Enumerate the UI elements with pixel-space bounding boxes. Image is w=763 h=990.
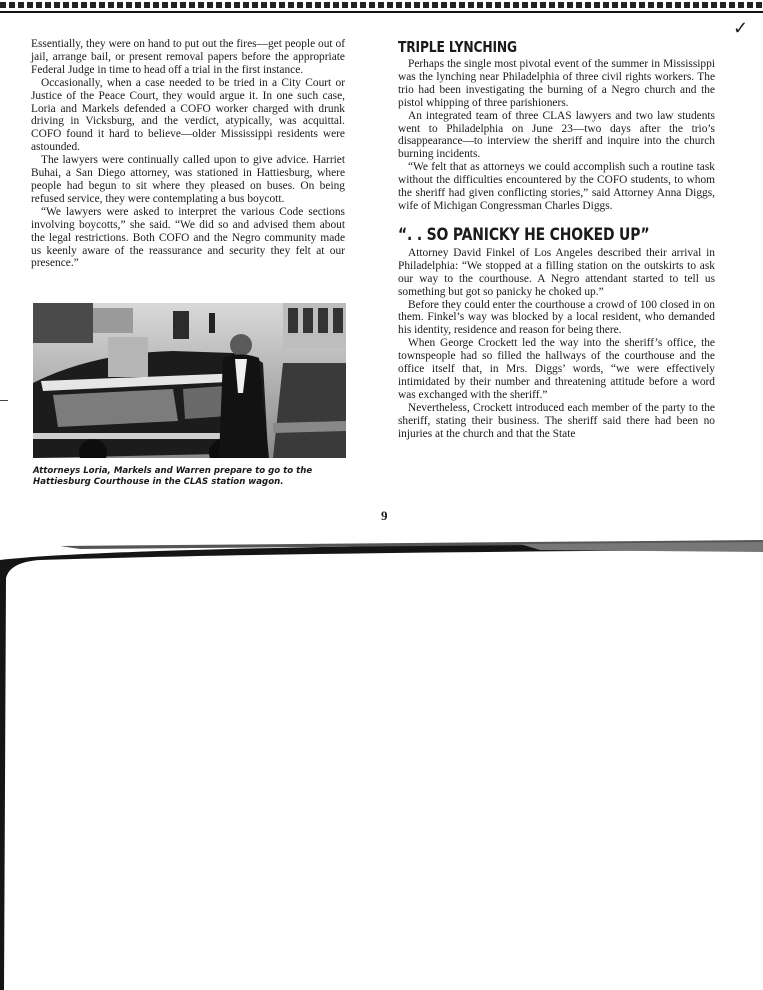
headline-panicky: “. . SO PANICKY HE CHOKED UP” [398, 224, 650, 245]
right-paragraph: An integrated team of three CLAS lawyers and two law students went to Philadelphia on June 23—two days after the trio’s disappearance—to interview the sheriff and inquire into the church burning incidents. [398, 109, 715, 161]
right-paragraph: When George Crockett led the way into the sheriff’s office, the townspeople had so filled the hallways of the courthouse and the office itself that, in Mrs. Diggs’ words, “we were effectively intimidated by their number and threatening attitude before a word was exchanged with the sheriff.” [398, 337, 715, 401]
left-column [31, 38, 345, 270]
left-paragraph: The lawyers were continually called upon to give advice. Harriet Buhai, a San Diego attorney, was stationed in Hattiesburg, where people had begun to sit where they pleased on buses. On being refused service, they were contemplating a bus boycott. [31, 154, 345, 205]
photo-caption: Attorneys Loria, Markels and Warren prepare to go to the Hattiesburg Courthouse in the CLAS station wagon. [33, 466, 313, 487]
margin-mark [0, 400, 8, 401]
scan-bottom-edge [0, 538, 763, 990]
right-paragraph: Perhaps the single most pivotal event of the summer in Mississippi was the lynching near Philadelphia of three civil rights workers. The trio had been investigating the burning of a Negro church and the pistol whipping of three parishioners. [398, 58, 715, 109]
station-wagon-photo [33, 303, 346, 458]
check-mark-annotation: ✓ [733, 18, 749, 38]
right-paragraph: Nevertheless, Crockett introduced each member of the party to the sheriff, stating their business. The sheriff said there had been no injuries at the church and that the State [398, 401, 715, 440]
headline-triple-lynching: TRIPLE LYNCHING [398, 38, 517, 56]
left-paragraph: “We lawyers were asked to interpret the various Code sections involving boycotts,” she said. “We did so and advised them about the legal restrictions. Both COFO and the Negro community made us keenly aware of the reassurance and security they felt at our presence.” [31, 205, 345, 270]
right-paragraph: “We felt that as attorneys we could accomplish such a routine task without the difficulties encountered by the COFO students, to whom the sheriff had given conflicting stories,” said Attorney Anna Diggs, wife of Michigan Congressman Charles Diggs. [398, 161, 715, 212]
photo-illustration [33, 303, 346, 458]
page-number: 9 [381, 508, 388, 523]
top-solid-rule [0, 11, 763, 13]
right-paragraph: Before they could enter the courthouse a crowd of 100 closed in on them. Finkel’s way was blocked by a local resident, who demanded his identity, residence and reason for being there. [398, 298, 715, 337]
right-paragraph: Attorney David Finkel of Los Angeles described their arrival in Philadelphia: “We stopped at a filling station on the outskirts to ask our way to the courthouse. A Negro attendant started to tell us something but got so panicky he choked up.” [398, 246, 715, 298]
left-paragraph: Occasionally, when a case needed to be tried in a City Court or Justice of the Peace Court, they would argue it. In one such case, Loria and Markels defended a COFO worker charged with drunk driving in Vicksburg, and the verdict, atypically, was acquittal. COFO found it hard to believe—older Mississippi residents were astounded. [31, 76, 345, 154]
top-dashed-rule [0, 2, 763, 8]
left-paragraph: Essentially, they were on hand to put out the fires—get people out of jail, arrange bail, or present removal papers before the appropriate Federal Judge in time to head off a trial in the first instance. [31, 38, 345, 76]
right-column [398, 38, 715, 440]
